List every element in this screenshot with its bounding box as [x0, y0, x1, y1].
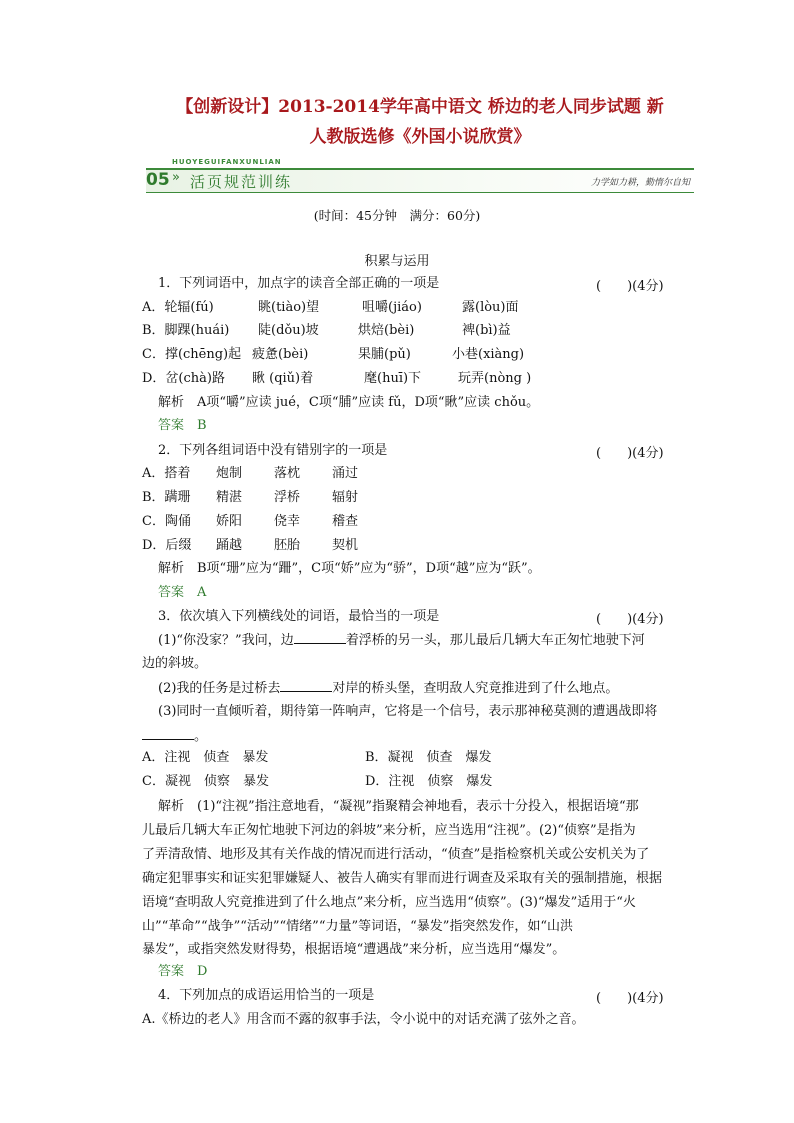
q1-opt-c-4: 小巷(xiàng): [452, 347, 525, 362]
q1-score: ( )(4分): [596, 279, 664, 294]
q3-option-d: D．注视 侦察 爆发: [365, 774, 493, 789]
q3-sentence-3-end: [142, 727, 207, 746]
title-line-1: 【创新设计】2013-2014学年高中语文 桥边的老人同步试题 新: [176, 97, 664, 117]
chevron-right-icon: »: [172, 170, 180, 185]
time-note: (时间：45分钟 满分：60分): [313, 208, 481, 223]
q4-stem: 4．下列加点的成语运用恰当的一项是: [158, 988, 375, 1003]
q3-score: ( )(4分): [596, 612, 664, 627]
q4-option-a: A.《桥边的老人》用含而不露的叙事手法，令小说中的对话充满了弦外之音。: [142, 1012, 585, 1027]
q2-score: ( )(4分): [596, 446, 664, 461]
q2-opt-a-1: A．搭着: [142, 466, 191, 481]
q1-opt-b-3: 烘焙(bèi): [358, 323, 415, 338]
q3-option-c: C．凝视 侦察 暴发: [142, 774, 269, 789]
q1-stem: 1．下列词语中，加点字的读音全部正确的一项是: [158, 276, 440, 291]
q3-sentence-3: (3)同时一直倾听着，期待第一阵响声，它将是一个信号，表示那神秘莫测的遭遇战即将: [158, 704, 658, 719]
q2-opt-d-2: 踊越: [216, 538, 243, 553]
q2-option-row: [142, 489, 358, 507]
q1-option-row: [142, 299, 519, 317]
q3-analysis-line: 山”“革命”“战争”“活动”“情绪”“力量”等词语，“暴发”指突然发作，如“山洪: [142, 919, 574, 934]
title-line-2: 人教版选修《外国小说欣赏》: [309, 127, 531, 147]
q2-option-row: [142, 513, 358, 531]
q3-blank-2: [280, 679, 332, 692]
q3-option-a: A．注视 侦查 暴发: [142, 750, 269, 765]
q2-option-row: [142, 465, 358, 483]
q1-opt-a-3: 咀嚼(jiáo): [362, 300, 422, 315]
banner-motto: 力学如力耕，勤惰尔自知: [590, 178, 690, 188]
q2-opt-b-3: 浮桥: [274, 490, 301, 505]
q1-opt-a-4: 露(lòu)面: [462, 300, 519, 315]
q1-opt-b-1: B．脚踝(huái): [142, 323, 230, 338]
q2-option-row: [142, 537, 358, 555]
q3-s3-end: 。: [194, 729, 208, 744]
q1-opt-b-2: 陡(dǒu)坡: [258, 323, 319, 338]
q3-s1-part-c: 边的斜坡。: [142, 656, 208, 671]
q4-score: ( )(4分): [596, 991, 664, 1006]
q1-opt-d-3: 麾(huī)下: [364, 371, 422, 386]
q2-stem: 2．下列各组词语中没有错别字的一项是: [158, 443, 388, 458]
q2-opt-b-2: 精湛: [216, 490, 243, 505]
q3-stem: 3．依次填入下列横线处的词语，最恰当的一项是: [158, 609, 440, 624]
q3-s1-part-b: 着浮桥的另一头，那儿最后几辆大车正匆忙地驶下河: [345, 633, 645, 648]
q1-opt-d-2: 瞅 (qiǔ)着: [252, 371, 314, 386]
q3-analysis-line: 语境“查明敌人究竟推进到了什么地点”来分析，应当选用“侦察”。(3)“爆发”适用于“火: [142, 895, 636, 910]
q2-opt-d-3: 胚胎: [274, 538, 301, 553]
q2-opt-b-1: B．蹒珊: [142, 490, 191, 505]
q1-option-row: [142, 346, 524, 364]
q3-analysis-line: 暴发”，或指突然发财得势，根据语境“遭遇战”来分析，应当选用“爆发”。: [142, 942, 566, 957]
q1-opt-a-1: A．轮辐(fú): [142, 300, 214, 315]
q2-opt-c-4: 稽查: [332, 514, 359, 529]
q3-s1-part-a: (1)“你没家？”我问，边: [158, 633, 294, 648]
section-banner: [146, 158, 694, 194]
q1-option-row: [142, 322, 511, 340]
q3-blank-3: [142, 727, 194, 740]
q3-option-b: B．凝视 侦查 爆发: [365, 750, 492, 765]
q2-opt-c-1: C．陶俑: [142, 514, 191, 529]
section-title: 积累与运用: [364, 254, 430, 269]
q3-analysis-line: 确定犯罪事实和证实犯罪嫌疑人、被告人确实有罪而进行调查及采取有关的强制措施，根据: [142, 871, 663, 886]
q1-opt-c-3: 果脯(pǔ): [358, 347, 411, 362]
q3-sentence-1: [158, 631, 645, 650]
banner-label: 活页规范训练: [190, 173, 293, 191]
q2-opt-d-4: 契机: [332, 538, 359, 553]
q2-opt-c-3: 侥幸: [274, 514, 301, 529]
q1-opt-c-2: 疲惫(bèi): [252, 347, 309, 362]
q2-opt-a-2: 炮制: [216, 466, 243, 481]
q1-answer: 答案 B: [158, 418, 207, 433]
q1-opt-a-2: 眺(tiào)望: [258, 300, 320, 315]
q3-s2-part-a: (2)我的任务是过桥去: [158, 681, 281, 696]
q3-answer: 答案 D: [158, 964, 208, 979]
q3-analysis-line: 解析 (1)“注视”指注意地看，“凝视”指聚精会神地看，表示十分投入，根据语境“那: [158, 799, 639, 814]
q3-blank-1: [294, 631, 346, 644]
q2-answer: 答案 A: [158, 585, 207, 600]
q3-s2-part-b: 对岸的桥头堡，查明敌人究竟推进到了什么地点。: [332, 681, 619, 696]
q2-opt-d-1: D．后缀: [142, 538, 192, 553]
q1-analysis: 解析 A项“嚼”应读 jué，C项“脯”应读 fǔ，D项“瞅”应读 chǒu。: [158, 395, 540, 410]
q1-opt-b-4: 裨(bì)益: [462, 323, 511, 338]
q1-opt-d-4: 玩弄(nòng ): [458, 371, 532, 386]
q2-opt-a-3: 落枕: [274, 466, 301, 481]
q1-opt-c-1: C．撑(chēng)起: [142, 347, 242, 362]
q2-opt-b-4: 辐射: [332, 490, 359, 505]
q3-analysis-line: 了弄清敌情、地形及其有关作战的情况而进行活动，“侦查”是指检察机关或公安机关为了: [142, 847, 650, 862]
banner-pinyin: HUOYEGUIFANXUNLIAN: [172, 158, 282, 166]
q1-option-row: [142, 370, 531, 388]
document-title: [150, 92, 690, 152]
q3-analysis-line: 儿最后几辆大车正匆忙地驶下河边的斜坡”来分析，应当选用“注视”。(2)“侦察”是指为: [142, 823, 636, 838]
q1-opt-d-1: D．岔(chà)路: [142, 371, 225, 386]
q2-analysis: 解析 B项“珊”应为“跚”，C项“娇”应为“骄”，D项“越”应为“跃”。: [158, 561, 541, 576]
banner-number: 05: [146, 170, 170, 190]
q3-sentence-2: [158, 679, 618, 698]
q2-opt-a-4: 涌过: [332, 466, 359, 481]
q2-opt-c-2: 娇阳: [216, 514, 243, 529]
